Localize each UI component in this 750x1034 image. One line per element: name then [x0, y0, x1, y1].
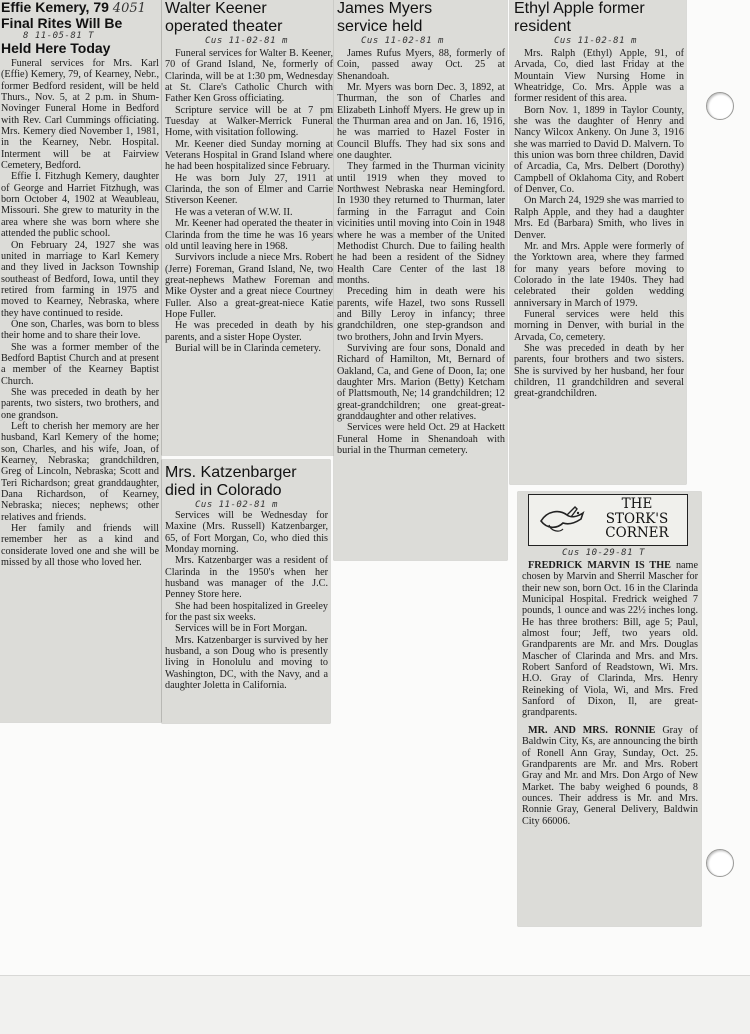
paragraph: Services were held Oct. 29 at Hackett Funeral Home in Shenandoah with burial in the Thurman cemetery.	[337, 422, 505, 457]
paragraph: Her family and friends will remember her as a kind and considerate loved one and she will be missed by all those who loved her.	[1, 523, 159, 569]
clipping-james-myers	[334, 0, 507, 560]
handwritten-date: Cus 10-29-81 T	[562, 548, 645, 558]
paragraph: Scripture service will be at 7 pm Tuesday at Walker-Merrick Funeral Home, with visitation following.	[165, 104, 333, 139]
paragraph: Mrs. Ralph (Ethyl) Apple, 91, of Arvada, Co, died last Friday at the Mountain View Nursing Home in Wheatridge, Co. Mrs. Apple was a former resident of this area.	[514, 48, 684, 105]
clipping-ethyl-apple	[510, 0, 686, 484]
headline: Effie Kemery, 79 4051	[1, 0, 146, 16]
headline: Mrs. Katzenbarger	[165, 464, 297, 481]
page-bottom-margin	[0, 975, 750, 1034]
paragraph: James Rufus Myers, 88, formerly of Coin, passed away Oct. 25 at Shenandoah.	[337, 48, 505, 82]
paragraph: Services will be in Fort Morgan.	[175, 623, 308, 635]
binder-hole-top	[706, 92, 734, 120]
lead-in-caps: FREDRICK MARVIN IS THE	[528, 560, 671, 571]
handwritten-number: 4051	[112, 1, 146, 16]
handwritten-date: Cus 11-02-81 m	[195, 500, 278, 510]
paragraph: Left to cherish her memory are her husband, Karl Kemery of the home; son, Charles, and his wife, Joan, of Kearney, Nebraska; grandchildren, Greg of Lincoln, Nebraska; Scott and Teri Richardson; great granddaughter, Dana Richardson, of Kearney, Nebraska; nieces; nephews; other relatives and friends.	[1, 421, 159, 523]
paragraph: He was a veteran of W.W. II.	[175, 206, 293, 218]
paragraph: On February 24, 1927 she was united in marriage to Karl Kemery and they lived in Jackson Township southeast of Bedford, Iowa, until they retired from farming in 1975 and moved to Kearney, Nebraska, where they have continued to reside.	[1, 239, 159, 319]
paragraph: She had been hospitalized in Greeley for the past six weeks.	[165, 600, 328, 624]
paragraph: Burial will be in Clarinda cemetery.	[175, 342, 321, 354]
paragraph: Surviving are four sons, Donald and Richard of Hamilton, Mt, Bernard of Oakland, Ca, and Gene of Doon, Ia; one daughter Mrs. Marion (Betty) Ketcham of Plattsmouth, Ne; 14 grandchildren; 12 great-grandchildren; one great-great-granddaughter and other relatives.	[337, 342, 505, 422]
paragraph: He was born July 27, 1911 at Clarinda, the son of Elmer and Carrie Stiverson Keener.	[165, 172, 333, 207]
headline-line-3: Held Here Today	[1, 40, 111, 56]
paragraph: One son, Charles, was born to bless their home and to share their love.	[1, 318, 159, 342]
clipping-walter-keener	[162, 0, 335, 455]
handwritten-date: Cus 11-02-81 m	[205, 36, 288, 46]
stork-icon	[537, 501, 589, 537]
headline: James Myers service held	[337, 0, 433, 35]
clipping-storks-corner	[518, 492, 701, 926]
paragraph: Funeral services for Walter B. Keener, 70 of Grand Island, Ne, formerly of Clarinda, will be at 1:30 pm, Wednesday at St. Clare's Catholic Church with Father Ken Gross officiating.	[165, 48, 333, 105]
paragraph: Born Nov. 1, 1899 in Taylor County, she was the daughter of Henry and Nancy Wilcox Ankeny. On June 3, 1916 she was married to David D. Malvern. To this union was born three children, David of Arcadia, Ca, Mrs. Delbert (Dorothy) Campbell of Oklahoma City, and Robert of Denver, Co.	[514, 104, 684, 196]
storks-corner-title: THE STORK'S CORNER	[605, 496, 669, 541]
paragraph: MR. AND MRS. RONNIE Gray of Baldwin City, Ks, are announcing the birth of Ronell Ann Gray, Sunday, Oct. 25. Grandparents are Mr. and Mrs. Robert Gray and Mr. and Mrs. Don Argo of New Market. The baby weighed 6 pounds, 8 ounces. Their address is Mr. and Mrs. Ronnie Gray, General Delivery, Baldwin City 66006.	[522, 724, 699, 827]
paragraph: Preceding him in death were his parents, wife Hazel, two sons Russell and Billy Leroy in infancy; three grandchildren, one step-grandson and two brothers, John and Irvin Myers.	[337, 286, 505, 343]
paragraph: Mrs. Katzenbarger was a resident of Clarinda in the 1950's when her husband was manager of the J.C. Penney Store here.	[165, 555, 328, 601]
paragraph: On March 24, 1929 she was married to Ralph Apple, and they had a daughter Mrs. Ed (Barbara) Smith, who lives in Denver.	[514, 195, 684, 241]
paragraph: Funeral services were held this morning in Denver, with burial in the Arvada, Co, cemetery.	[514, 308, 684, 343]
paragraph: Mr. and Mrs. Apple were formerly of the Yorktown area, where they farmed for many years before moving to Colorado in the late 1940s. They had celebrated their golden wedding anniversary in March of 1979.	[514, 240, 684, 309]
handwritten-date: Cus 11-02-81 m	[361, 36, 444, 46]
paragraph: Mrs. Katzenbarger is survived by her husband, a son Doug who is presently living in Honolulu and moving to Washington, DC, with the Navy, and a daughter Joletta in California.	[165, 634, 328, 692]
paragraph: Mr. Keener died Sunday morning at Veterans Hospital in Grand Island where he had been hospitalized since February.	[165, 138, 333, 173]
lead-in-caps: MR. AND MRS. RONNIE	[528, 724, 656, 736]
paragraph: Effie I. Fitzhugh Kemery, daughter of George and Harriet Fitzhugh, was born October 4, 1902 at Weaubleau, Missouri. She grew to maturity in the area where she was born where she attended the public school.	[1, 171, 159, 240]
binder-hole-bottom	[706, 849, 734, 877]
headline: Walter Keener operated theater	[165, 0, 283, 35]
headline-line-2: Final Rites Will Be	[1, 15, 123, 31]
handwritten-date: 8 11-05-81 T	[23, 31, 95, 41]
paragraph: Survivors include a niece Mrs. Robert (Jerre) Foreman, Grand Island, Ne, two great-nephews Mathew Foreman and Mike Oyster and a great niece Courtney Fuller. Also a great-great-niece Katie Hope Fuller.	[165, 252, 333, 320]
paragraph: Funeral services for Mrs. Karl (Effie) Kemery, 79, of Kearney, Nebr., former Bedford resident, will be held Thurs., Nov. 5, at 2 p.m. in Shum-Novinger Funeral Home in Bedford with Rev. Carl Cummings officiating. Mrs. Kemery died November 1, 1981, in the Kearney, Nebr. Hospital. Interment will be at Fairview Cemetery, Bedford.	[1, 58, 159, 172]
clipping-effie-kemery	[0, 0, 161, 722]
clipping-katzenbarger	[162, 460, 330, 723]
paragraph: They farmed in the Thurman vicinity until 1919 when they moved to Northwest Nebraska near Hemingford. In 1930 they returned to Thurman, later farming in the Farragut and Coin vicinities until moving into Coin in 1948 where he was a member of the United Methodist Church. Due to failing health he had been a resident of the Sidney Health Care Center of the last 18 months.	[337, 161, 505, 286]
headline: Ethyl Apple former resident	[514, 0, 645, 35]
paragraph: FREDRICK MARVIN IS THE name chosen by Marvin and Sherril Mascher for their new son, born Oct. 16 in the Clarinda Municipal Hospital. Fredrick weighed 7 pounds, 1 ounce and was 22½ inches long. He has three brothers: Bill, age 5; Paul, almost four; Jeff, two years old. Grandparents are Mr. and Mrs. Douglas Mascher of Clarinda and Mrs. and Mrs. Robert Sanford of Readstown, Wi. Mrs. H.O. Gray of Clarinda, Mrs. Henry Reineking of Viola, Wi, and Mrs. Fred Sanford of Dixon, Il, are great-grandparents.	[522, 560, 698, 719]
paragraph: She was a former member of the Bedford Baptist Church and at present a member of the Kearney Baptist Church.	[1, 341, 159, 387]
paragraph: She was preceded in death by her parents, four brothers and two sisters. She is survived by her husband, her four children, 11 grandchildren and several great-grandchildren.	[514, 342, 684, 400]
paragraph: Mr. Keener had operated the theater in Clarinda from the time he was 16 years old until leaving here in 1968.	[165, 218, 333, 252]
paragraph: Services will be Wednesday for Maxine (Mrs. Russell) Katzenbarger, 65, of Fort Morgan, Co, who died this Monday morning.	[165, 510, 328, 556]
article-body	[1, 58, 159, 568]
handwritten-date: Cus 11-02-81 m	[554, 36, 637, 46]
paragraph: He was preceded in death by his parents, and a sister Hope Oyster.	[165, 320, 333, 343]
storks-corner-logo	[528, 494, 688, 546]
paragraph: Mr. Myers was born Dec. 3, 1892, at Thurman, the son of Charles and Elizabeth Linhoff Myers. He grew up in the Thurman area and on Jan. 16, 1916, he was married to Hazel Foster in Council Bluffs. They had six sons and one daughter.	[337, 82, 505, 162]
paragraph: She was preceded in death by her parents, two sisters, two brothers, and one grandson.	[1, 386, 159, 421]
headline-line-2: died in Colorado	[165, 482, 282, 499]
